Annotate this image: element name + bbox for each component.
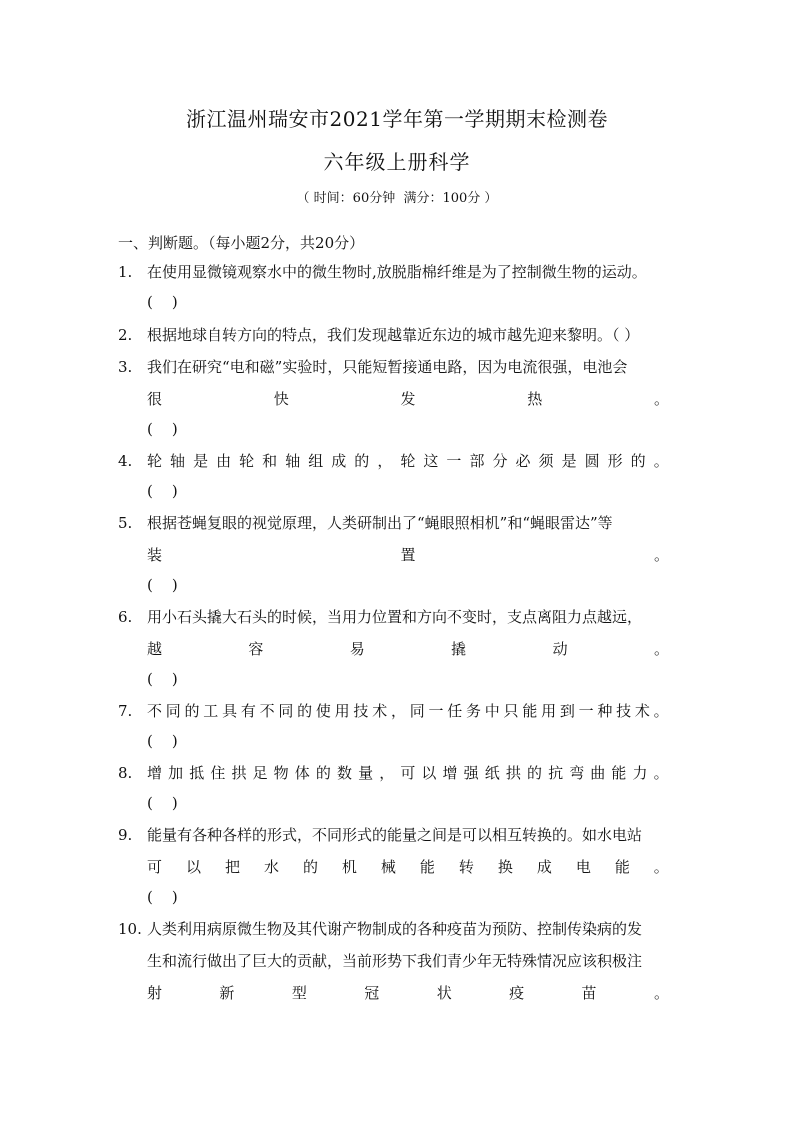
question-char: 换 bbox=[497, 858, 513, 876]
exam-subtitle: 六年级上册科学 bbox=[323, 150, 471, 174]
question-char: 。 bbox=[653, 640, 669, 658]
question-char: 数 bbox=[336, 764, 352, 782]
question-char: 。 bbox=[653, 452, 669, 470]
question-number: 4. bbox=[118, 452, 133, 470]
question-char: 不 bbox=[259, 702, 275, 720]
question-char: 装 bbox=[147, 546, 163, 564]
question-char: 轴 bbox=[170, 452, 186, 470]
question-char: 轮 bbox=[147, 452, 163, 470]
question-char: 机 bbox=[341, 858, 357, 876]
question-char: 。 bbox=[653, 390, 669, 408]
question-text: 在使用显微镜观察水中的微生物时,放脱脂棉纤维是为了控制微生物的运动。 bbox=[147, 263, 647, 281]
question-char: 的 bbox=[354, 452, 370, 470]
question-char: 用 bbox=[334, 702, 350, 720]
question-text-justified bbox=[147, 542, 669, 568]
question-char: 体 bbox=[294, 764, 310, 782]
question-number: 2. bbox=[118, 326, 133, 344]
question-number: 7. bbox=[118, 702, 133, 720]
question-char: 有 bbox=[240, 702, 256, 720]
question-number: 6. bbox=[118, 608, 133, 626]
question-char: 疫 bbox=[509, 984, 525, 1002]
question-char: 量 bbox=[358, 764, 374, 782]
question-char: 足 bbox=[252, 764, 268, 782]
question-char: 能 bbox=[522, 702, 538, 720]
question-char: 发 bbox=[400, 390, 416, 408]
question-char: 的 bbox=[630, 452, 646, 470]
question-text: 我们在研究“电和磁”实验时，只能短暂接通电路，因为电流很强，电池会 bbox=[147, 358, 628, 376]
question-char: 术 bbox=[372, 702, 388, 720]
question-char: 电 bbox=[575, 858, 591, 876]
question-char: 动 bbox=[552, 640, 568, 658]
question-char: 部 bbox=[469, 452, 485, 470]
question-char: 强 bbox=[463, 764, 479, 782]
question-char: 轮 bbox=[400, 452, 416, 470]
answer-blank: ( ) bbox=[147, 420, 178, 438]
question-char: 一 bbox=[578, 702, 594, 720]
question-char: 物 bbox=[273, 764, 289, 782]
answer-blank: ( ) bbox=[147, 888, 178, 906]
question-char: 可 bbox=[147, 858, 163, 876]
question-char: 种 bbox=[597, 702, 613, 720]
question-char: 冠 bbox=[364, 984, 380, 1002]
question-char: 这 bbox=[423, 452, 439, 470]
question-char: 使 bbox=[315, 702, 331, 720]
question-text: 用小石头撬大石头的时候，当用力位置和方向不变时，支点离阻力点越远， bbox=[147, 608, 643, 626]
question-char: 加 bbox=[168, 764, 184, 782]
question-char: 弯 bbox=[569, 764, 585, 782]
question-text-justified bbox=[147, 980, 669, 1006]
question-char: 必 bbox=[515, 452, 531, 470]
question-char: 苗 bbox=[581, 984, 597, 1002]
question-char: 。 bbox=[653, 702, 669, 720]
question-char: 易 bbox=[349, 640, 365, 658]
question-text: 生和流行做出了巨大的贡献，当前形势下我们青少年无特殊情况应该积极注 bbox=[147, 952, 643, 970]
question-char: 只 bbox=[503, 702, 519, 720]
question-char: 的 bbox=[315, 764, 331, 782]
question-char: 须 bbox=[538, 452, 554, 470]
question-text bbox=[147, 760, 669, 786]
question-char: 很 bbox=[147, 390, 163, 408]
question-char: 同 bbox=[165, 702, 181, 720]
question-char: 轮 bbox=[239, 452, 255, 470]
question-char: ， bbox=[377, 452, 393, 470]
question-char: 的 bbox=[526, 764, 542, 782]
question-number: 8. bbox=[118, 764, 133, 782]
question-char: 不 bbox=[147, 702, 163, 720]
answer-blank: ( ) bbox=[147, 794, 178, 812]
question-number: 1. bbox=[118, 263, 133, 281]
section-title: 一、判断题。（每小题2分，共20分） bbox=[118, 234, 365, 252]
question-char: ， bbox=[379, 764, 395, 782]
answer-blank: ( ) bbox=[147, 732, 178, 750]
question-number: 9. bbox=[118, 826, 133, 844]
question-number: 10. bbox=[118, 920, 142, 938]
answer-blank: ( ) bbox=[147, 670, 178, 688]
question-char: 成 bbox=[331, 452, 347, 470]
question-char: 到 bbox=[559, 702, 575, 720]
question-char: 把 bbox=[224, 858, 240, 876]
question-char: 以 bbox=[421, 764, 437, 782]
question-char: 组 bbox=[308, 452, 324, 470]
question-char: 形 bbox=[607, 452, 623, 470]
question-char: ， bbox=[390, 702, 406, 720]
question-char: 抵 bbox=[189, 764, 205, 782]
question-char: 轴 bbox=[285, 452, 301, 470]
question-char: 越 bbox=[147, 640, 163, 658]
question-char: 置 bbox=[400, 546, 416, 564]
question-char: 械 bbox=[380, 858, 396, 876]
question-text-justified bbox=[147, 386, 669, 412]
question-char: 由 bbox=[216, 452, 232, 470]
question-text: 能量有各种各样的形式，不同形式的能量之间是可以相互转换的。如水电站 bbox=[147, 826, 643, 844]
question-char: 快 bbox=[273, 390, 289, 408]
question-char: 的 bbox=[297, 702, 313, 720]
question-char: 转 bbox=[458, 858, 474, 876]
question-char: 状 bbox=[436, 984, 452, 1002]
question-char: 以 bbox=[185, 858, 201, 876]
question-char: 。 bbox=[653, 984, 669, 1002]
answer-blank: ( ) bbox=[147, 293, 178, 311]
question-char: 抗 bbox=[548, 764, 564, 782]
exam-title: 浙江温州瑞安市2021学年第一学期期末检测卷 bbox=[186, 107, 608, 131]
question-char: 撬 bbox=[451, 640, 467, 658]
question-char: 技 bbox=[616, 702, 632, 720]
question-char: 的 bbox=[184, 702, 200, 720]
question-char: 拱 bbox=[231, 764, 247, 782]
question-char: 增 bbox=[147, 764, 163, 782]
question-text-justified bbox=[147, 854, 669, 880]
question-char: 成 bbox=[536, 858, 552, 876]
question-text: 根据苍蝇复眼的视觉原理，人类研制出了“蝇眼照相机”和“蝇眼雷达”等 bbox=[147, 514, 613, 532]
answer-blank: ( ) bbox=[147, 482, 178, 500]
question-char: 同 bbox=[278, 702, 294, 720]
question-char: 新 bbox=[219, 984, 235, 1002]
question-char: 的 bbox=[302, 858, 318, 876]
question-char: 。 bbox=[653, 764, 669, 782]
question-char: 是 bbox=[193, 452, 209, 470]
question-char: 曲 bbox=[590, 764, 606, 782]
question-char: 术 bbox=[634, 702, 650, 720]
question-text bbox=[147, 448, 669, 474]
question-char: 力 bbox=[632, 764, 648, 782]
question-char: 一 bbox=[446, 452, 462, 470]
question-char: 任 bbox=[447, 702, 463, 720]
question-char: 是 bbox=[561, 452, 577, 470]
question-char: 分 bbox=[492, 452, 508, 470]
question-char: 能 bbox=[611, 764, 627, 782]
question-char: 一 bbox=[428, 702, 444, 720]
question-char: 同 bbox=[409, 702, 425, 720]
question-text: 根据地球自转方向的特点，我们发现越靠近东边的城市越先迎来黎明。（ ） bbox=[147, 326, 640, 344]
question-char: 能 bbox=[419, 858, 435, 876]
question-text bbox=[147, 698, 669, 724]
question-char: 可 bbox=[400, 764, 416, 782]
question-char: 具 bbox=[222, 702, 238, 720]
question-char: 。 bbox=[653, 546, 669, 564]
question-char: 射 bbox=[147, 984, 163, 1002]
question-char: 水 bbox=[263, 858, 279, 876]
answer-blank: ( ) bbox=[147, 576, 178, 594]
question-number: 3. bbox=[118, 358, 133, 376]
question-char: 容 bbox=[248, 640, 264, 658]
question-char: 住 bbox=[210, 764, 226, 782]
question-text-justified bbox=[147, 636, 669, 662]
question-char: 拱 bbox=[505, 764, 521, 782]
question-char: 圆 bbox=[584, 452, 600, 470]
question-char: 增 bbox=[442, 764, 458, 782]
question-text: 人类利用病原微生物及其代谢产物制成的各种疫苗为预防、控制传染病的发 bbox=[147, 920, 643, 938]
question-char: 纸 bbox=[484, 764, 500, 782]
question-char: 用 bbox=[541, 702, 557, 720]
question-char: 技 bbox=[353, 702, 369, 720]
question-number: 5. bbox=[118, 514, 133, 532]
question-char: 。 bbox=[653, 858, 669, 876]
question-char: 能 bbox=[614, 858, 630, 876]
question-char: 和 bbox=[262, 452, 278, 470]
question-char: 中 bbox=[484, 702, 500, 720]
question-char: 热 bbox=[527, 390, 543, 408]
question-char: 型 bbox=[291, 984, 307, 1002]
question-char: 工 bbox=[203, 702, 219, 720]
exam-meta: （ 时间：60分钟 满分：100分 ） bbox=[296, 191, 498, 206]
question-char: 务 bbox=[466, 702, 482, 720]
